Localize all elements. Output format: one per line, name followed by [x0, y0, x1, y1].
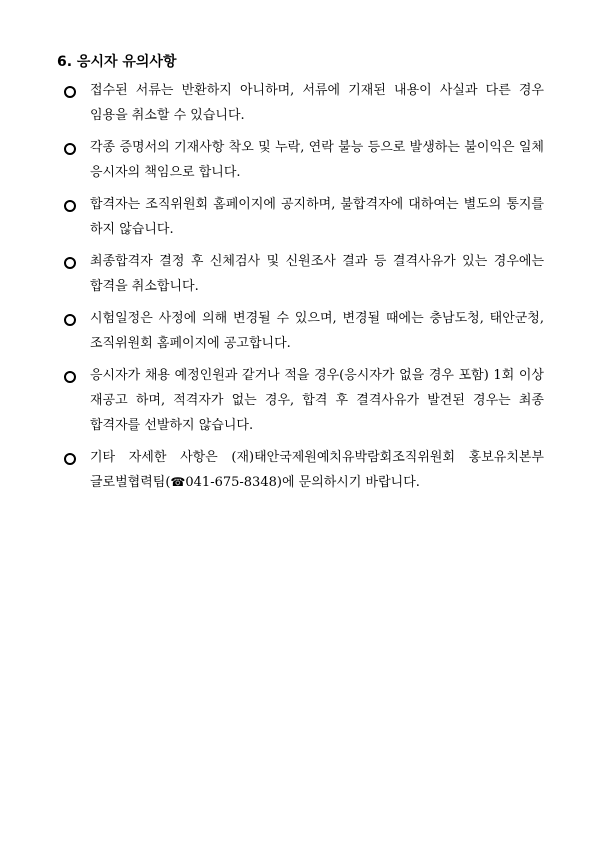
circle-bullet-icon	[64, 314, 76, 326]
list-item-text: 응시자가 채용 예정인원과 같거나 적을 경우(응시자가 없을 경우 포함) 1회 이상 재공고 하며, 적격자가 없는 경우, 합격 후 결격사유가 발견된 경우는 최종 합격자를 선발하지 않습니다.	[90, 368, 544, 433]
contact-list-item	[64, 445, 544, 495]
circle-bullet-icon	[64, 200, 76, 212]
contact-text-before: 기타 자세한 사항은 (재)태안국제원예치유박람회조직위원회 홍보유치본부 글로벌협력팀(	[90, 450, 544, 490]
circle-bullet-icon	[64, 257, 76, 269]
list-item	[64, 78, 544, 128]
list-item	[64, 363, 544, 438]
list-item-text: 합격자는 조직위원회 홈페이지에 공지하며, 불합격자에 대하여는 별도의 통지를 하지 않습니다.	[90, 197, 544, 237]
circle-bullet-icon	[64, 86, 76, 98]
circle-bullet-icon	[64, 371, 76, 383]
list-item-text: 최종합격자 결정 후 신체검사 및 신원조사 결과 등 결격사유가 있는 경우에는 합격을 취소합니다.	[90, 254, 544, 294]
circle-bullet-icon	[64, 143, 76, 155]
list-item-text: 접수된 서류는 반환하지 아니하며, 서류에 기재된 내용이 사실과 다른 경우 임용을 취소할 수 있습니다.	[90, 83, 544, 123]
contact-text-after: )에 문의하시기 바랍니다.	[276, 475, 420, 490]
section-title: 6. 응시자 유의사항	[57, 54, 177, 70]
notice-list	[64, 78, 544, 495]
list-item	[64, 135, 544, 185]
list-item	[64, 249, 544, 299]
telephone-icon: ☎	[170, 475, 186, 489]
list-item	[64, 192, 544, 242]
list-item-text: 시험일정은 사정에 의해 변경될 수 있으며, 변경될 때에는 충남도청, 태안군청, 조직위원회 홈페이지에 공고합니다.	[90, 311, 544, 351]
contact-phone-number: 041-675-8348	[185, 475, 277, 490]
list-item-text: 각종 증명서의 기재사항 착오 및 누락, 연락 불능 등으로 발생하는 불이익은 일체 응시자의 책임으로 합니다.	[90, 140, 544, 180]
circle-bullet-icon	[64, 453, 76, 465]
list-item	[64, 306, 544, 356]
